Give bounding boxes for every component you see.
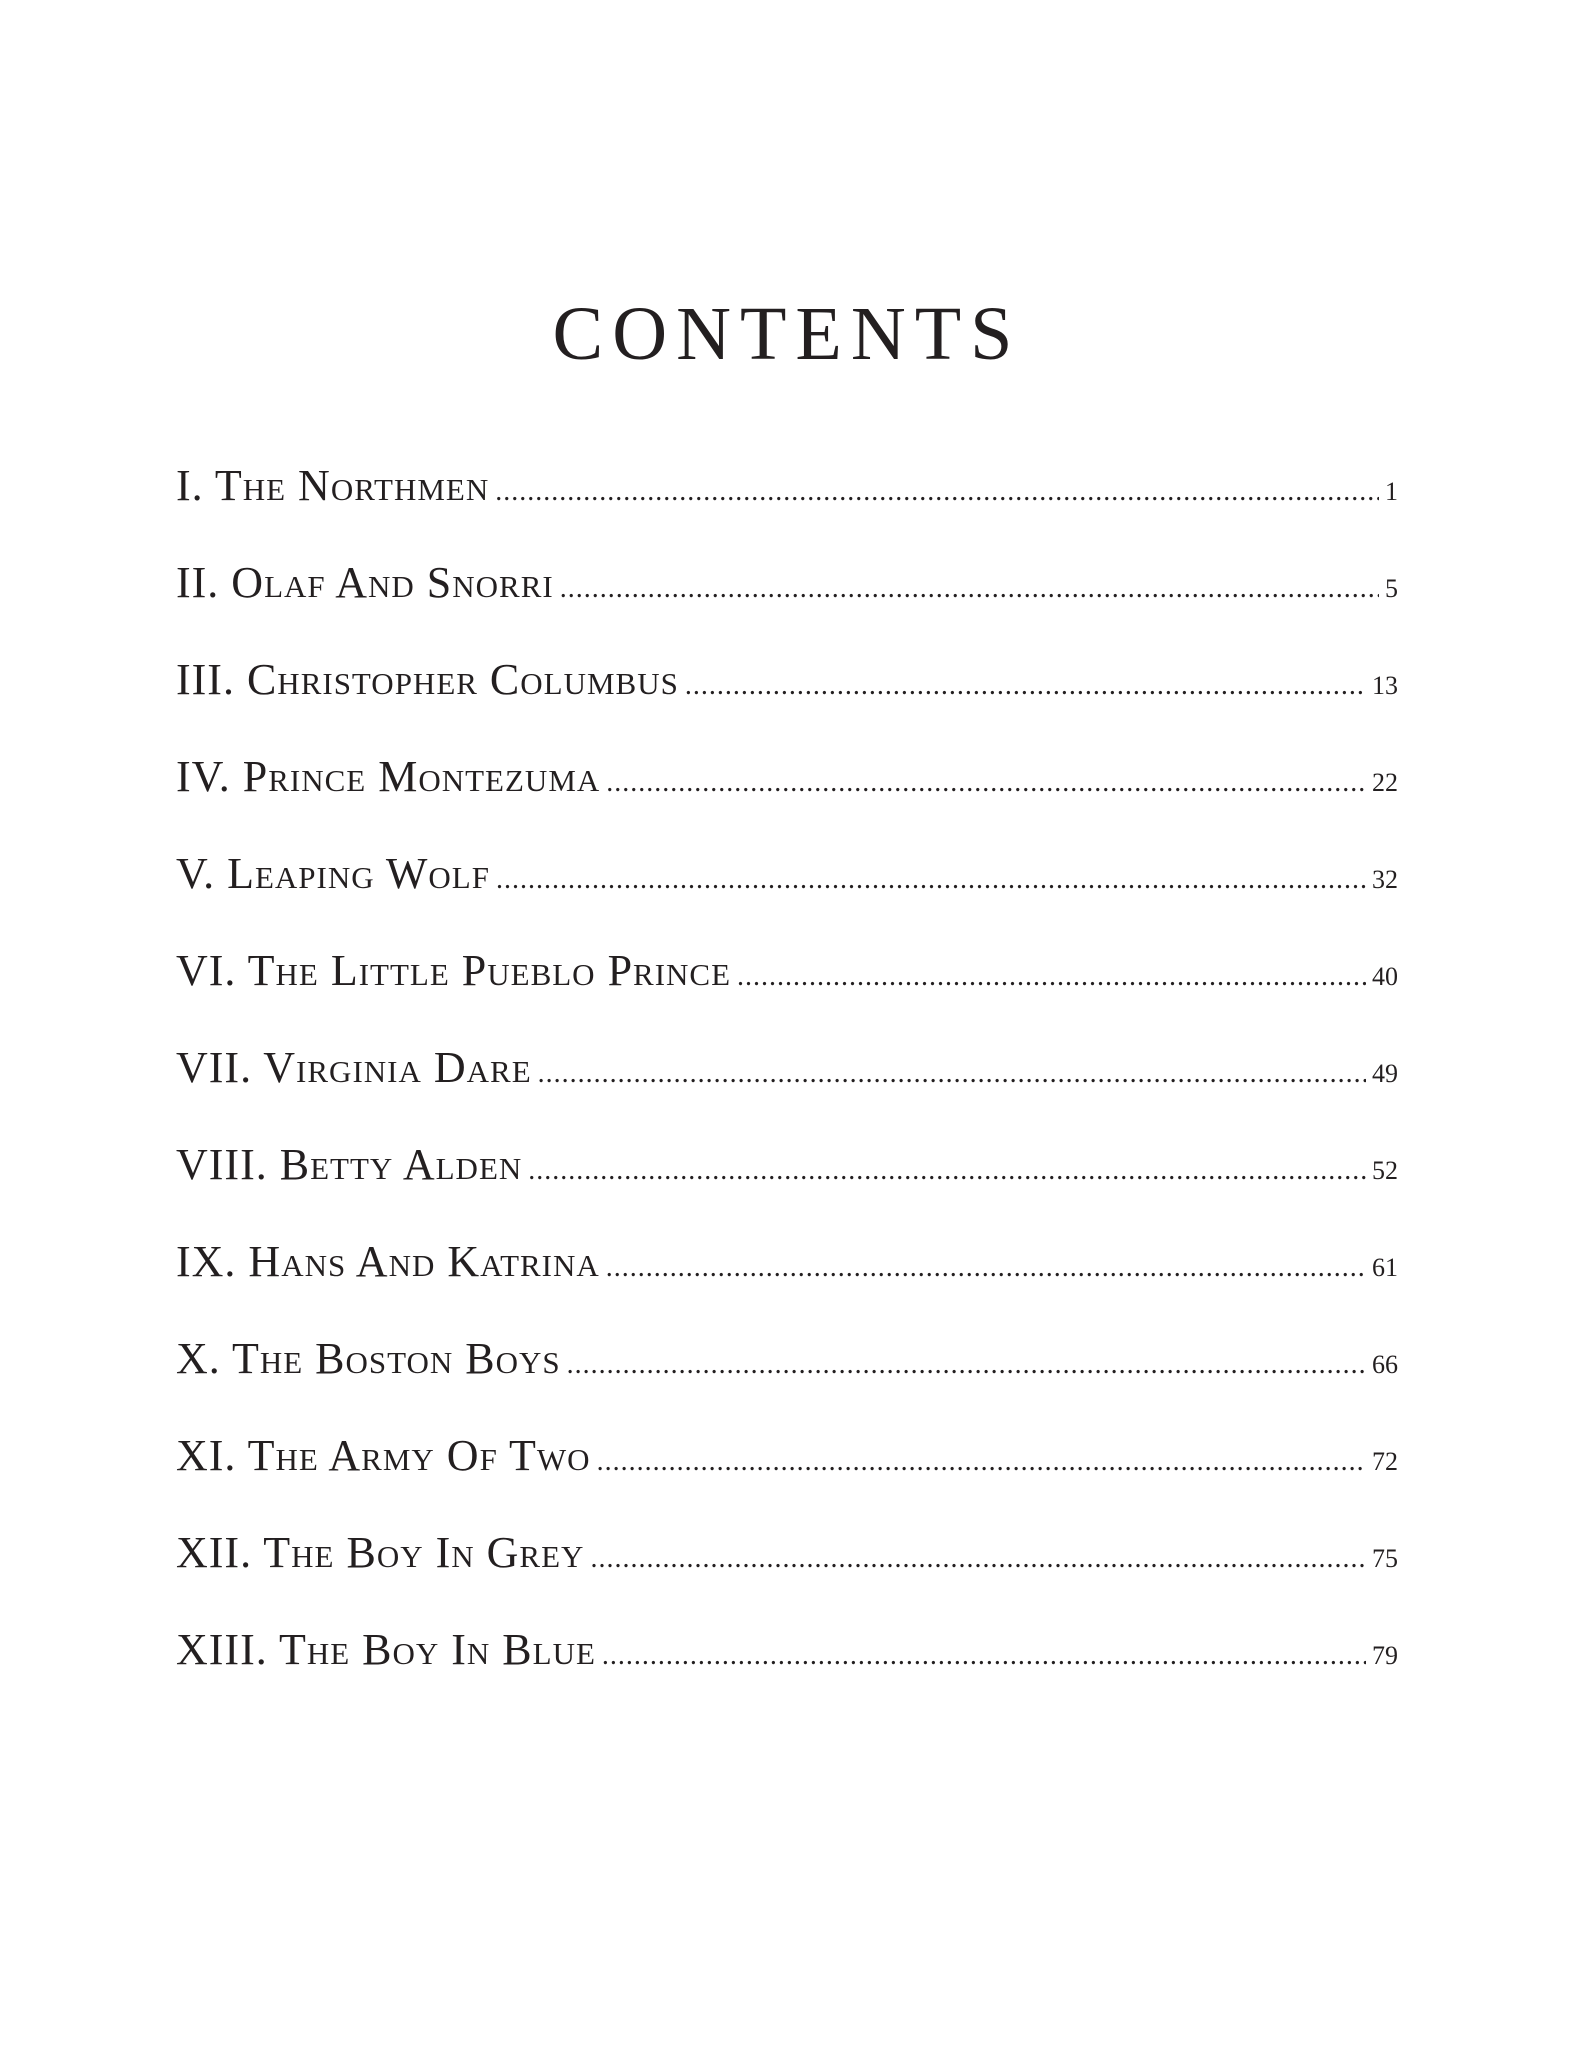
chapter-title: II. Olaf And Snorri bbox=[176, 558, 554, 607]
chapter-title: IV. Prince Montezuma bbox=[176, 752, 601, 801]
page-number: 52 bbox=[1372, 1156, 1398, 1185]
toc-entry[interactable] bbox=[176, 654, 1398, 751]
toc-entry[interactable] bbox=[176, 848, 1398, 945]
toc-entry[interactable] bbox=[176, 1527, 1398, 1624]
dot-leader bbox=[606, 1252, 1366, 1284]
page-number: 72 bbox=[1372, 1447, 1398, 1476]
page-title: CONTENTS bbox=[552, 292, 1022, 376]
table-of-contents bbox=[176, 460, 1398, 1721]
toc-entry[interactable] bbox=[176, 1139, 1398, 1236]
chapter-title: XII. The Boy In Grey bbox=[176, 1528, 585, 1577]
dot-leader bbox=[685, 670, 1366, 702]
page-number: 1 bbox=[1385, 477, 1398, 506]
dot-leader bbox=[538, 1058, 1366, 1090]
page-number: 5 bbox=[1385, 574, 1398, 603]
chapter-title: III. Christopher Columbus bbox=[176, 655, 679, 704]
toc-entry[interactable] bbox=[176, 1333, 1398, 1430]
page-number: 61 bbox=[1372, 1253, 1398, 1282]
dot-leader bbox=[737, 961, 1366, 993]
toc-entry[interactable] bbox=[176, 1430, 1398, 1527]
dot-leader bbox=[606, 767, 1366, 799]
chapter-title: IX. Hans And Katrina bbox=[176, 1237, 600, 1286]
page-number: 22 bbox=[1372, 768, 1398, 797]
page-number: 40 bbox=[1372, 962, 1398, 991]
page-number: 32 bbox=[1372, 865, 1398, 894]
toc-entry[interactable] bbox=[176, 460, 1398, 557]
dot-leader bbox=[567, 1349, 1366, 1381]
toc-entry[interactable] bbox=[176, 751, 1398, 848]
chapter-title: XIII. The Boy In Blue bbox=[176, 1625, 596, 1674]
chapter-title: XI. The Army Of Two bbox=[176, 1431, 591, 1480]
toc-entry[interactable] bbox=[176, 557, 1398, 654]
chapter-title: V. Leaping Wolf bbox=[176, 849, 490, 898]
page-number: 66 bbox=[1372, 1350, 1398, 1379]
page-number: 49 bbox=[1372, 1059, 1398, 1088]
page-number: 13 bbox=[1372, 671, 1398, 700]
dot-leader bbox=[602, 1640, 1366, 1672]
dot-leader bbox=[560, 573, 1379, 605]
toc-entry[interactable] bbox=[176, 945, 1398, 1042]
dot-leader bbox=[528, 1155, 1366, 1187]
chapter-title: VIII. Betty Alden bbox=[176, 1140, 523, 1189]
toc-entry[interactable] bbox=[176, 1236, 1398, 1333]
chapter-title: X. The Boston Boys bbox=[176, 1334, 561, 1383]
chapter-title: I. The Northmen bbox=[176, 461, 490, 510]
dot-leader bbox=[496, 864, 1366, 896]
toc-entry[interactable] bbox=[176, 1624, 1398, 1721]
dot-leader bbox=[597, 1446, 1366, 1478]
page-number: 75 bbox=[1372, 1544, 1398, 1573]
chapter-title: VI. The Little Pueblo Prince bbox=[176, 946, 732, 995]
chapter-title: VII. Virginia Dare bbox=[176, 1043, 532, 1092]
toc-entry[interactable] bbox=[176, 1042, 1398, 1139]
dot-leader bbox=[495, 476, 1379, 508]
page-number: 79 bbox=[1372, 1641, 1398, 1670]
dot-leader bbox=[590, 1543, 1366, 1575]
